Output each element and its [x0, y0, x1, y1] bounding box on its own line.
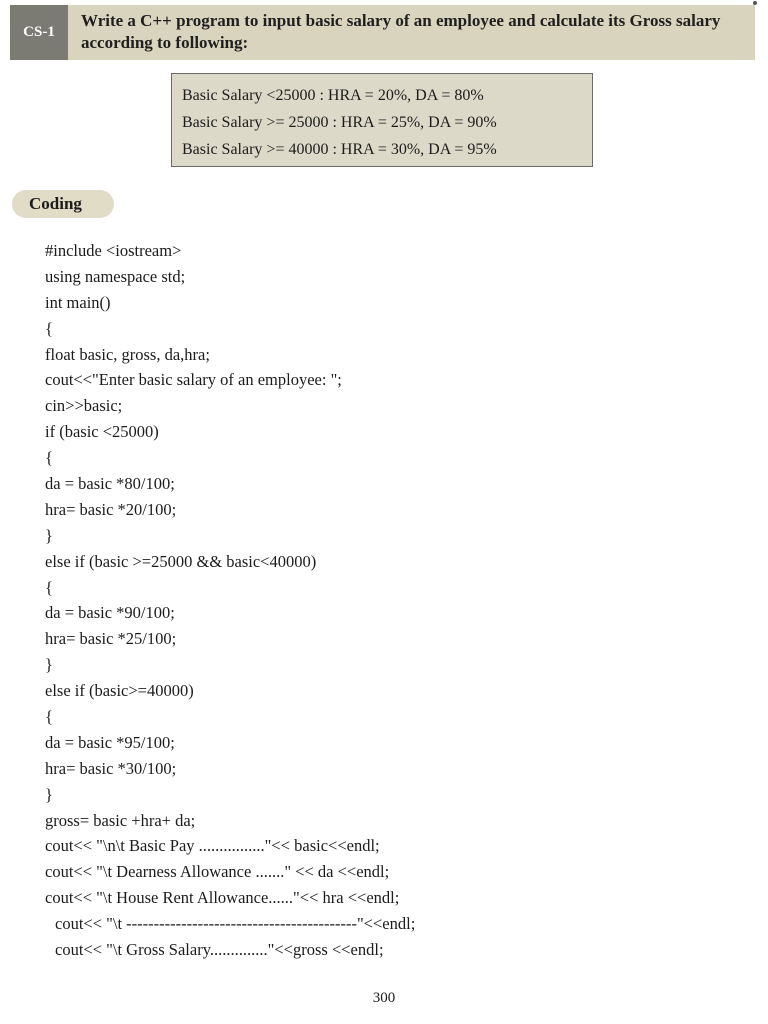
code-line: da = basic *95/100; — [45, 732, 175, 752]
condition-line: Basic Salary <25000 : HRA = 20%, DA = 80% — [182, 87, 484, 104]
code-line: hra= basic *20/100; — [45, 499, 177, 519]
code-line: da = basic *90/100; — [45, 603, 175, 623]
code-line: } — [45, 655, 53, 675]
coding-section-label: Coding — [12, 190, 114, 218]
code-line: hra= basic *30/100; — [45, 758, 177, 778]
code-line: if (basic <25000) — [45, 422, 159, 442]
header-bar — [10, 5, 755, 60]
code-line: } — [45, 525, 53, 545]
code-line: { — [45, 448, 53, 468]
code-line: #include <iostream> — [45, 241, 182, 260]
code-line: cout<< "\t Dearness Allowance ......." << da <<endl; — [45, 862, 390, 882]
code-line: { — [45, 318, 53, 338]
code-line: else if (basic >=25000 && basic<40000) — [45, 551, 317, 571]
condition-line: Basic Salary >= 40000 : HRA = 30%, DA = 95% — [182, 141, 497, 158]
code-line: da = basic *80/100; — [45, 474, 175, 494]
code-line: using namespace std; — [45, 266, 186, 286]
corner-dot — [753, 1, 757, 5]
code-line: cout<<"Enter basic salary of an employee: "; — [45, 370, 342, 390]
code-line: cout<< "\t House Rent Allowance......"<< hra <<endl; — [45, 888, 400, 908]
code-line: { — [45, 577, 53, 597]
code-line: cout<< "\t Gross Salary.............."<<gross <<endl; — [55, 940, 384, 960]
code-line: cin>>basic; — [45, 396, 123, 416]
code-line: int main() — [45, 292, 111, 312]
page-number: 300 — [372, 990, 396, 1006]
code-line: hra= basic *25/100; — [45, 629, 177, 649]
code-line: else if (basic>=40000) — [45, 681, 194, 701]
exercise-tag: CS-1 — [10, 5, 68, 60]
code-line: cout<< "\t ------------------------------------------"<<endl; — [55, 914, 416, 934]
code-line: cout<< "\n\t Basic Pay ................"<< basic<<endl; — [45, 836, 380, 856]
code-line: } — [45, 784, 53, 804]
conditions-box — [171, 73, 593, 167]
condition-line: Basic Salary >= 25000 : HRA = 25%, DA = 90% — [182, 114, 497, 131]
code-line: gross= basic +hra+ da; — [45, 810, 196, 830]
code-line: { — [45, 707, 53, 727]
code-line: float basic, gross, da,hra; — [45, 344, 210, 364]
exercise-title: Write a C++ program to input basic salary of an employee and calculate its Gross salary according to following: — [81, 11, 721, 52]
code-block — [45, 238, 745, 963]
